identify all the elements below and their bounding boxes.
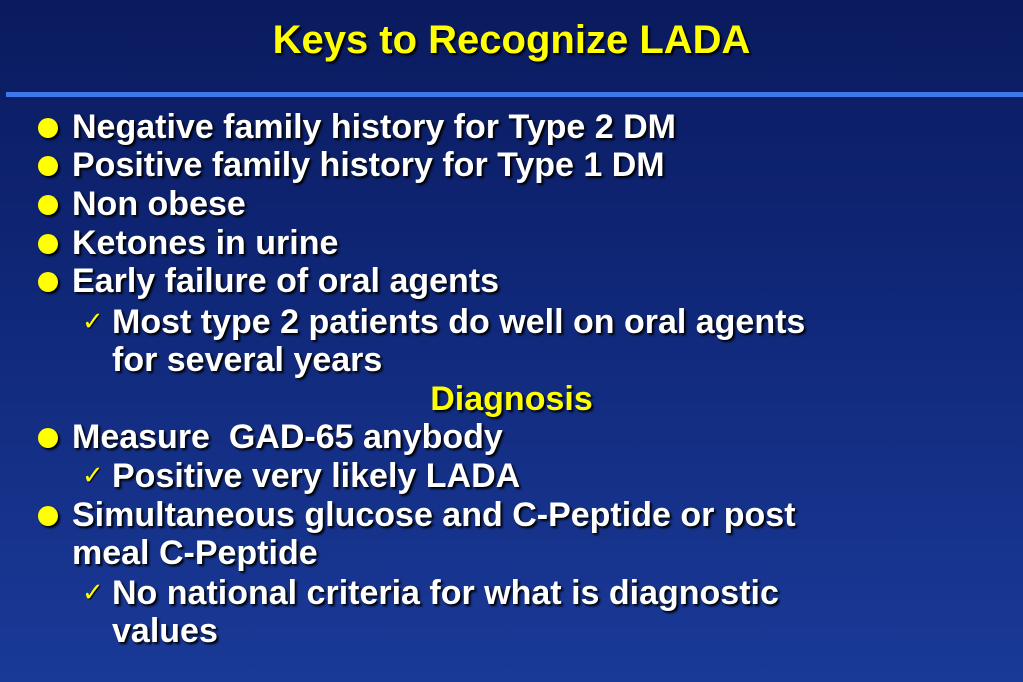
- bullet-item-negative-history: [72, 108, 676, 146]
- sub-item-text-line-2: values: [112, 612, 218, 650]
- bullet-dot-icon: [38, 156, 58, 176]
- bullet-text: Ketones in urine: [72, 224, 339, 262]
- bullet-item-c-peptide: [72, 496, 796, 572]
- checkmark-icon: ✓: [82, 578, 104, 608]
- bullet-text: Negative family history for Type 2 DM: [72, 108, 676, 146]
- bullet-dot-icon: [38, 195, 58, 215]
- bullet-dot-icon: [38, 118, 58, 138]
- sub-item-text-line-1: No national criteria for what is diagnostic: [112, 574, 779, 612]
- bullet-dot-icon: [38, 506, 58, 526]
- sub-item-criteria: [82, 574, 779, 650]
- bullet-dot-icon: [38, 428, 58, 448]
- bullet-item-gad65: [72, 418, 503, 456]
- sub-item-text-line-1: Most type 2 patients do well on oral agents: [112, 303, 806, 341]
- sub-item-oral-agents: [82, 303, 806, 379]
- checkmark-icon: ✓: [82, 461, 104, 491]
- sub-item-gad65: [82, 457, 521, 495]
- title-divider: [6, 92, 1023, 97]
- checkmark-icon: ✓: [82, 307, 104, 337]
- section-heading-diagnosis: Diagnosis: [430, 380, 593, 418]
- bullet-item-non-obese: [72, 185, 246, 223]
- bullet-text: Positive family history for Type 1 DM: [72, 146, 665, 184]
- bullet-dot-icon: [38, 234, 58, 254]
- bullet-dot-icon: [38, 272, 58, 292]
- bullet-text: Non obese: [72, 185, 246, 223]
- bullet-item-ketones: [72, 224, 338, 262]
- sub-item-text: Positive very likely LADA: [112, 457, 521, 495]
- bullet-item-oral-agents: [72, 262, 499, 300]
- bullet-text-line-2: meal C-Peptide: [72, 534, 318, 572]
- bullet-item-positive-history: [72, 146, 665, 184]
- bullet-text: Early failure of oral agents: [72, 262, 500, 300]
- slide-title: Keys to Recognize LADA: [272, 18, 751, 62]
- bullet-text: Measure GAD-65 anybody: [72, 418, 503, 456]
- bullet-text-line-1: Simultaneous glucose and C-Peptide or post: [72, 496, 796, 534]
- sub-item-text-line-2: for several years: [112, 341, 383, 379]
